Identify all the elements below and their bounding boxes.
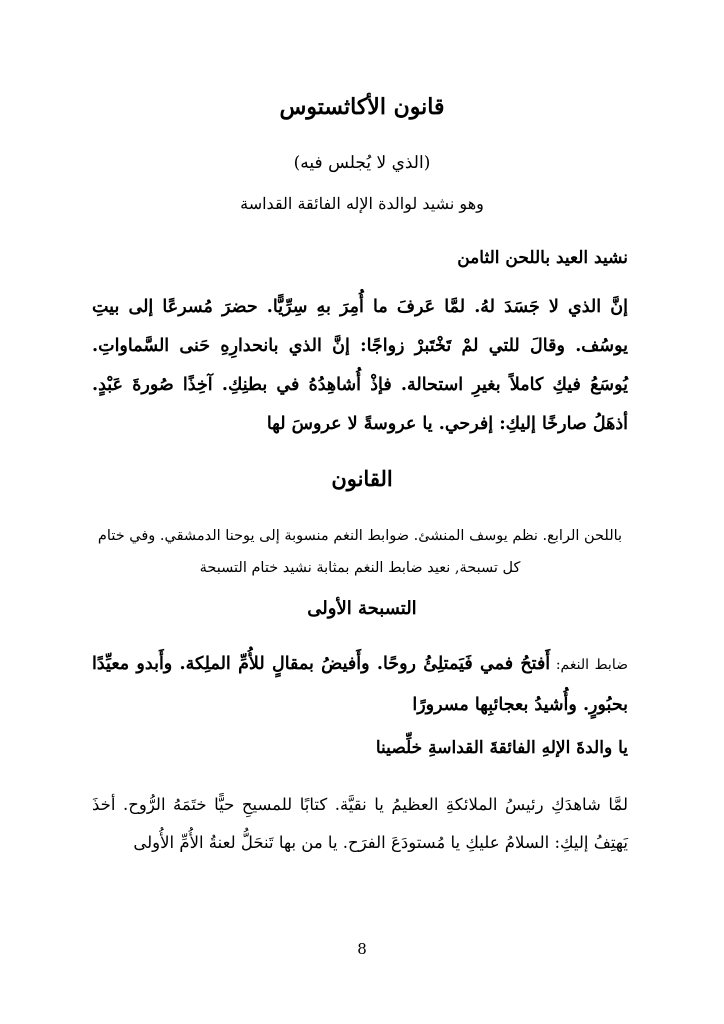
section-heading: نشيد العيد باللحن الثامن (457, 248, 628, 268)
canon-note: باللحن الرابع. نظم يوسف المنشئ. ضوابط النغم منسوبة إلى يوحنا الدمشقي. وفي ختام كل تسبحة, نعيد ضابط النغم بمثابة نشيد ختام التسبحة (97, 528, 623, 576)
refrain: يا والدةَ الإلهِ الفائقةَ القداسةِ خلِّصينا (375, 738, 628, 758)
subtitle-line-2: وهو نشيد لوالدة الإله الفائقة القداسة (240, 194, 484, 213)
subtitle-line-1: (الذي لا يُجلس فيه) (293, 153, 431, 173)
ode-heading: التسبحة الأولى (307, 598, 417, 619)
irmos-label: ضابط النغم: (550, 657, 628, 673)
page-number: 8 (357, 940, 367, 958)
troparion-paragraph: لمَّا شاهدَكِ رئيسُ الملائكةِ العظيمُ يا نقيَّة. كتابًا للمسيحِ حيًّا ختَمَهُ الرُّوح. أخذَ يَهتِفُ إليكِ: السلامُ عليكِ يا مُستودَعَ الفرَح. يا من بها تَنحَلُّ لعنةُ الأُمِّ الأُولى (92, 795, 628, 852)
page-title: قانون الأكاثستوس (279, 94, 445, 120)
irmos-paragraph (92, 644, 628, 725)
canon-heading: القانون (331, 466, 393, 491)
irmos-text: أَفتحُ فمي فَيَمتلِئُ روحًا. وأَفيضُ بمقالٍ للأُمِّ الملِكة. وأَبدو معيِّدًا بحبُورٍ. وأُشيدُ بعجائبِها مسرورًا (92, 654, 628, 715)
hymn-paragraph: إنَّ الذي لا جَسَدَ لهُ. لمَّا عَرفَ ما أُمِرَ بهِ سِرِّيًّا. حضرَ مُسرعًا إلى بيتِ يوسُف. وقالَ للتي لمْ تَخْتَبرْ زواجًا: إنَّ الذي بانحدارِهِ حَنى السَّماواتِ. يُوسَعُ فيكِ كاملاً بغيرِ استحالة. فإذْ أُشاهِدُهُ في بطنِكِ. آخِذًا صُورةَ عَبْدٍ. أذهَلُ صارخًا إليكِ: إفرحي. يا عروسةً لا عروسَ لها (92, 297, 628, 434)
